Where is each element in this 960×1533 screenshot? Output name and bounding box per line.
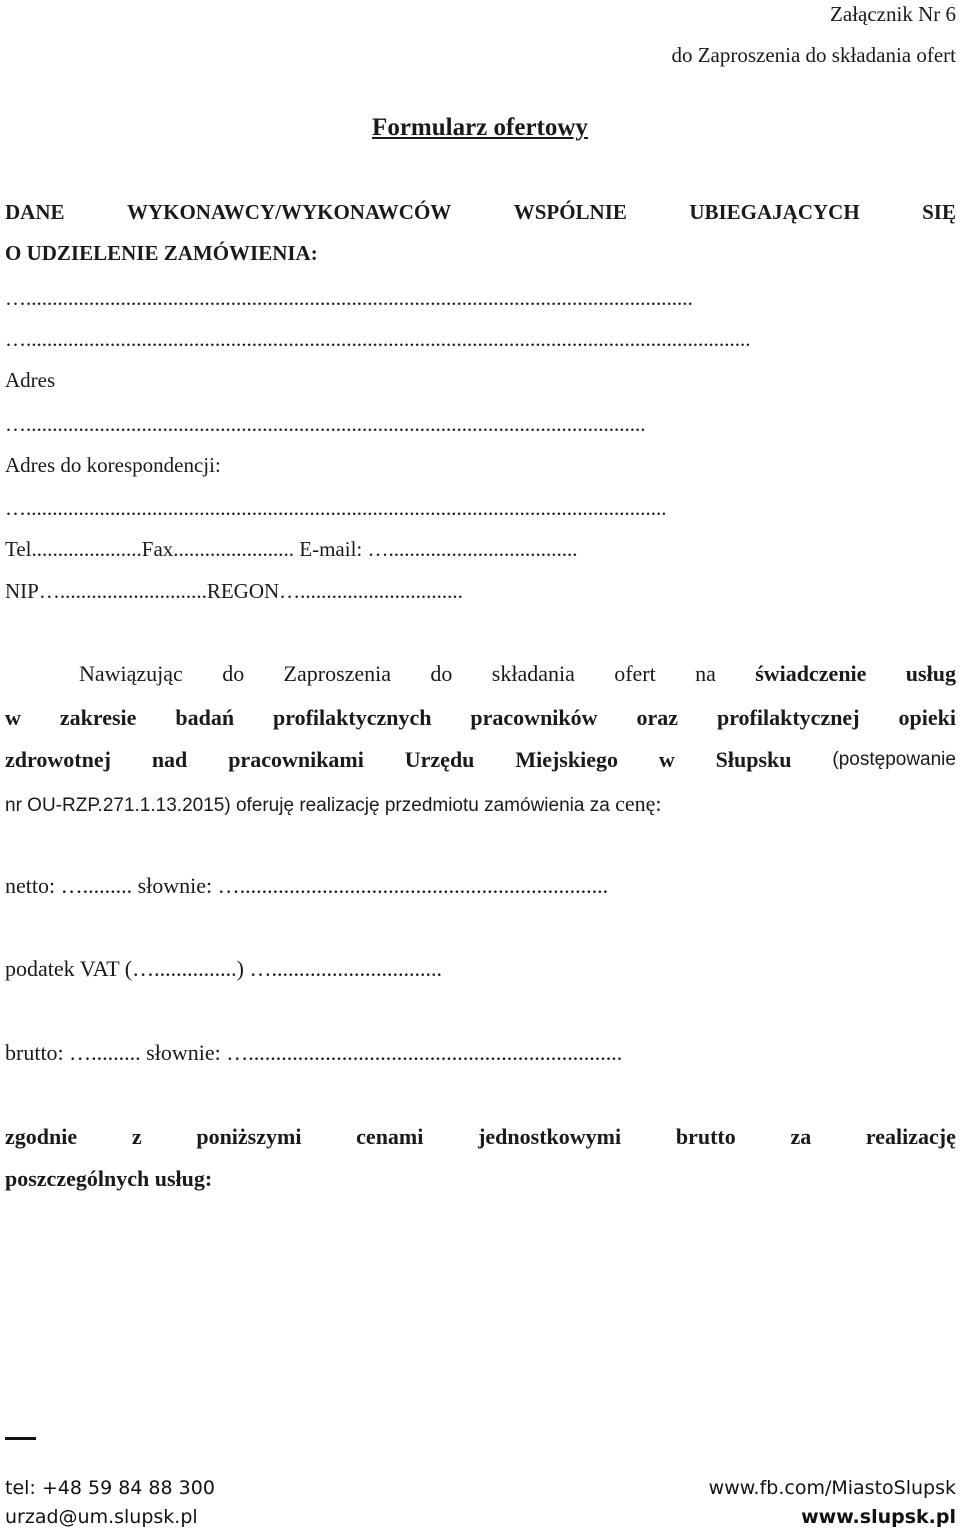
intro-line-4 bbox=[5, 791, 661, 817]
unit-prices-heading-line1 bbox=[5, 1124, 956, 1150]
heading-word: WYKONAWCY/WYKONAWCÓW bbox=[126, 200, 452, 224]
unit-heading-word: za bbox=[790, 1124, 812, 1149]
correspondence-field[interactable]: ….......................................................................................................................... bbox=[5, 496, 667, 520]
contact-field[interactable]: Tel.....................Fax....................... E-mail: ….................................... bbox=[5, 537, 578, 561]
intro-word-bold: Słupsku bbox=[715, 747, 792, 772]
correspondence-label: Adres do korespondencji: bbox=[5, 453, 221, 477]
unit-heading-word: poniższymi bbox=[196, 1124, 302, 1149]
intro-price-word: cenę: bbox=[615, 791, 662, 816]
intro-word-bold: świadczenie bbox=[755, 661, 867, 686]
intro-word-bold: pracowników bbox=[470, 705, 598, 730]
intro-word-bold: Urzędu bbox=[404, 747, 475, 772]
intro-procedure-label: (postępowanie bbox=[832, 749, 956, 770]
intro-word-bold: pracownikami bbox=[228, 747, 364, 772]
intro-word-bold: profilaktycznej bbox=[716, 705, 860, 730]
contractor-name-field-1[interactable]: …............................................................................................................................... bbox=[5, 286, 693, 310]
unit-heading-word: cenami bbox=[356, 1124, 424, 1149]
intro-word-bold: zdrowotnej bbox=[5, 747, 111, 772]
intro-word-bold: oraz bbox=[636, 705, 679, 730]
intro-word: ofert bbox=[614, 661, 656, 686]
heading-word: DANE bbox=[5, 200, 65, 224]
intro-line-1 bbox=[79, 661, 956, 687]
intro-line-3 bbox=[5, 747, 956, 773]
intro-word-bold: badań bbox=[175, 705, 235, 730]
intro-word-bold: w bbox=[658, 747, 675, 772]
footer-rule bbox=[5, 1437, 36, 1440]
intro-word: na bbox=[695, 661, 716, 686]
heading-word: UBIEGAJĄCYCH bbox=[689, 200, 860, 224]
annex-number: Załącznik Nr 6 bbox=[830, 2, 956, 26]
intro-word: składania bbox=[491, 661, 575, 686]
page-title: Formularz ofertowy bbox=[372, 114, 588, 141]
intro-word: Nawiązując bbox=[79, 661, 183, 686]
contractor-heading-line1 bbox=[5, 200, 956, 225]
unit-heading-word: brutto bbox=[675, 1124, 736, 1149]
intro-word: do bbox=[222, 661, 245, 686]
intro-word-bold: Miejskiego bbox=[515, 747, 618, 772]
intro-word-bold: opieki bbox=[898, 705, 956, 730]
address-label: Adres bbox=[5, 368, 56, 392]
contractor-heading-line2: O UDZIELENIE ZAMÓWIENIA: bbox=[5, 241, 318, 265]
unit-prices-heading-line2: poszczególnych usług: bbox=[5, 1166, 213, 1191]
intro-procedure-text: nr OU-RZP.271.1.13.2015) oferuję realizację przedmiotu zamówienia za bbox=[5, 795, 616, 816]
unit-heading-word: z bbox=[131, 1124, 142, 1149]
contractor-name-field-2[interactable]: ….......................................................................................................................................... bbox=[5, 327, 751, 351]
footer-website-link[interactable]: www.slupsk.pl bbox=[801, 1506, 956, 1528]
unit-heading-word: jednostkowymi bbox=[478, 1124, 622, 1149]
footer-phone: tel: +48 59 84 88 300 bbox=[5, 1477, 215, 1499]
footer-email[interactable]: urzad@um.slupsk.pl bbox=[5, 1506, 198, 1528]
footer-facebook-link[interactable]: www.fb.com/MiastoSlupsk bbox=[708, 1477, 956, 1499]
intro-word-bold: profilaktycznych bbox=[273, 705, 432, 730]
intro-line-2 bbox=[5, 705, 956, 731]
vat-field[interactable]: podatek VAT (…...............) …............................... bbox=[5, 956, 442, 981]
intro-word: Zaproszenia bbox=[283, 661, 392, 686]
intro-word-bold: usług bbox=[905, 661, 956, 686]
intro-word-bold: zakresie bbox=[59, 705, 137, 730]
net-price-field[interactable]: netto: …......... słownie: …................................................................... bbox=[5, 873, 609, 898]
annex-reference: do Zaproszenia do składania ofert bbox=[671, 43, 956, 67]
intro-word-bold: w bbox=[5, 705, 21, 730]
heading-word: SIĘ bbox=[922, 200, 956, 224]
unit-heading-word: zgodnie bbox=[5, 1124, 78, 1149]
ids-field[interactable]: NIP…............................REGON…............................... bbox=[5, 579, 463, 603]
unit-heading-word: realizację bbox=[865, 1124, 956, 1149]
intro-word: do bbox=[430, 661, 453, 686]
address-field[interactable]: …...................................................................................................................... bbox=[5, 412, 646, 436]
intro-word-bold: nad bbox=[151, 747, 188, 772]
gross-price-field[interactable]: brutto: …......... słownie: ….................................................................... bbox=[5, 1040, 623, 1065]
heading-word: WSPÓLNIE bbox=[513, 200, 627, 224]
